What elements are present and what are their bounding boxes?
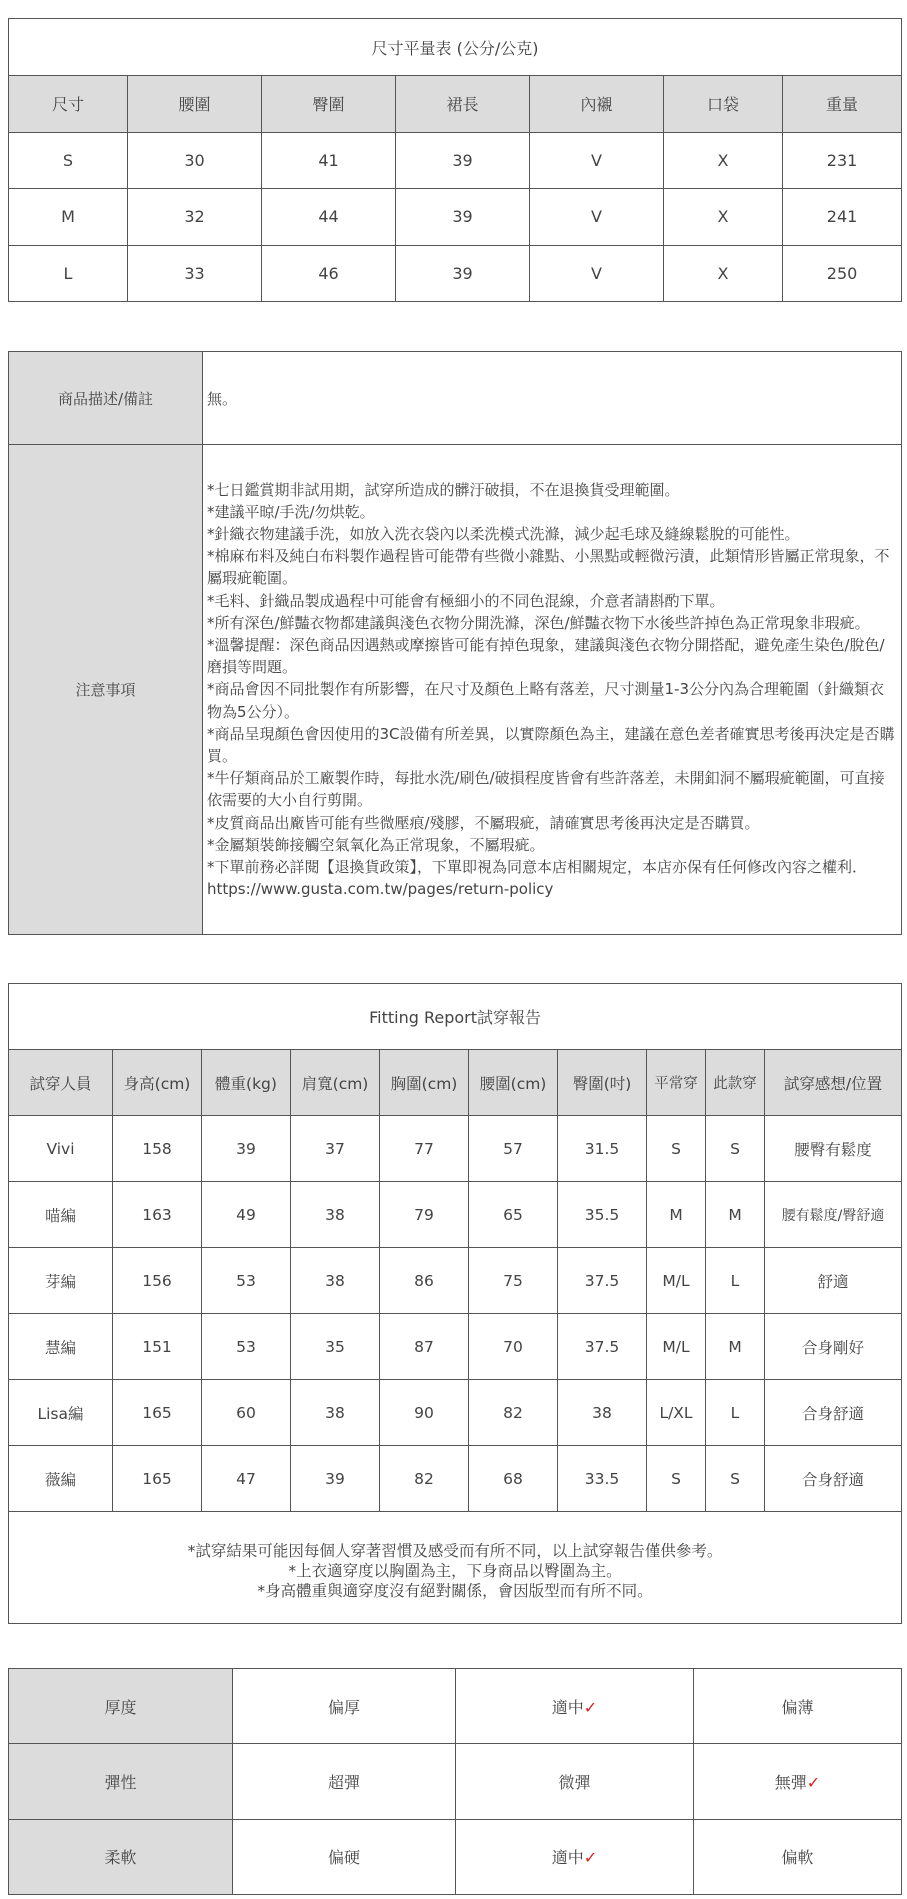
notes-line: *建議平晾/手洗/勿烘乾。: [207, 502, 375, 521]
table-cell: 165: [113, 1380, 202, 1446]
check-icon: ✓: [806, 1772, 821, 1792]
table-cell: 33.5: [558, 1446, 647, 1512]
table-cell: Vivi: [9, 1116, 113, 1182]
table-cell: 68: [469, 1446, 558, 1512]
fitting-footnote: *試穿結果可能因每個人穿著習慣及感受而有所不同，以上試穿報告僅供參考。: [187, 1541, 723, 1560]
table-cell: M: [9, 189, 128, 246]
texture-option: [694, 1669, 902, 1744]
option-text: 微彈: [558, 1772, 591, 1792]
option-text: 偏厚: [327, 1697, 360, 1717]
table-cell: 32: [128, 189, 262, 246]
table-cell: L: [706, 1380, 765, 1446]
table-header: 裙長: [396, 76, 530, 133]
option-text: 偏硬: [327, 1848, 360, 1868]
table-cell: 53: [202, 1248, 291, 1314]
size-table: [8, 18, 902, 302]
table-cell: L: [706, 1248, 765, 1314]
table-header: 此款穿: [706, 1050, 765, 1116]
table-header: 肩寬(cm): [291, 1050, 380, 1116]
notes-line: *溫馨提醒：深色商品因遇熱或摩擦皆可能有掉色現象，建議與淺色衣物分開搭配，避免產生染色/脫色/磨損等問題。: [207, 635, 885, 677]
table-cell: 90: [380, 1380, 469, 1446]
table-cell: V: [530, 189, 664, 246]
table-cell: 156: [113, 1248, 202, 1314]
table-header: 腰圍: [128, 76, 262, 133]
table-cell: M/L: [647, 1248, 706, 1314]
table-cell: 39: [291, 1446, 380, 1512]
notes-line: *皮質商品出廠皆可能有些微壓痕/殘膠，不屬瑕疵，請確實思考後再決定是否購買。: [207, 813, 760, 832]
table-row: [9, 1380, 902, 1446]
table-cell: M: [706, 1182, 765, 1248]
table-cell: Lisa編: [9, 1380, 113, 1446]
table-cell: 65: [469, 1182, 558, 1248]
table-cell: X: [664, 132, 783, 189]
table-cell: 57: [469, 1116, 558, 1182]
table-row: [9, 352, 902, 445]
table-cell: 39: [396, 245, 530, 302]
table-cell: 39: [396, 132, 530, 189]
table-cell: 37.5: [558, 1248, 647, 1314]
fitting-footnote: *身高體重與適穿度沒有絕對關係，會因版型而有所不同。: [257, 1581, 653, 1600]
table-cell: 舒適: [765, 1248, 902, 1314]
option-text: 適中: [551, 1697, 584, 1717]
table-header: 臀圍: [262, 76, 396, 133]
table-cell: 38: [558, 1380, 647, 1446]
table-cell: 231: [783, 132, 902, 189]
table-cell: 35: [291, 1314, 380, 1380]
table-cell: S: [9, 132, 128, 189]
table-header: 體重(kg): [202, 1050, 291, 1116]
texture-label: 彈性: [9, 1744, 233, 1819]
table-row: [9, 1314, 902, 1380]
table-cell: 75: [469, 1248, 558, 1314]
table-header: 腰圍(cm): [469, 1050, 558, 1116]
table-row: [9, 189, 902, 246]
option-text: 超彈: [327, 1772, 360, 1792]
notes-list: [203, 445, 902, 935]
table-cell: 163: [113, 1182, 202, 1248]
table-row: [9, 1182, 902, 1248]
table-cell: 87: [380, 1314, 469, 1380]
table-cell: 腰臀有鬆度: [765, 1116, 902, 1182]
option-text: 偏薄: [781, 1697, 814, 1717]
table-cell: 38: [291, 1380, 380, 1446]
table-cell: V: [530, 245, 664, 302]
table-cell: 151: [113, 1314, 202, 1380]
table-header: 尺寸: [9, 76, 128, 133]
table-header: 口袋: [664, 76, 783, 133]
table-row: [9, 1669, 902, 1744]
notes-line: *商品會因不同批製作有所影響，在尺寸及顏色上略有落差，尺寸測量1-3公分內為合理範圍（針織類衣物為5公分）。: [207, 680, 885, 721]
table-row: [9, 1248, 902, 1314]
table-cell: 30: [128, 132, 262, 189]
table-cell: M: [706, 1314, 765, 1380]
table-cell: M: [647, 1182, 706, 1248]
table-cell: 39: [396, 189, 530, 246]
size-table-header-row: [9, 76, 902, 133]
table-cell: 70: [469, 1314, 558, 1380]
table-cell: 46: [262, 245, 396, 302]
table-row: [9, 1446, 902, 1512]
check-icon: ✓: [583, 1848, 598, 1868]
table-header: 試穿人員: [9, 1050, 113, 1116]
notes-line: *所有深色/鮮豔衣物都建議與淺色衣物分開洗滌，深色/鮮豔衣物下水後些許掉色為正常現象非瑕疵。: [207, 613, 870, 632]
fitting-report-table: [8, 983, 902, 1624]
fitting-footnote: *上衣適穿度以胸圍為主，下身商品以臀圍為主。: [288, 1561, 622, 1580]
table-header: 臀圍(吋): [558, 1050, 647, 1116]
table-cell: 37.5: [558, 1314, 647, 1380]
table-cell: V: [530, 132, 664, 189]
table-cell: S: [706, 1116, 765, 1182]
description-value: 無。: [203, 352, 902, 445]
texture-label: 厚度: [9, 1669, 233, 1744]
table-cell: 82: [469, 1380, 558, 1446]
table-cell: 39: [202, 1116, 291, 1182]
table-cell: X: [664, 189, 783, 246]
table-cell: 合身剛好: [765, 1314, 902, 1380]
option-text: 無彈: [774, 1772, 807, 1792]
fitting-header-row: [9, 1050, 902, 1116]
table-cell: M/L: [647, 1314, 706, 1380]
description-table: [8, 351, 902, 935]
texture-label: 柔軟: [9, 1819, 233, 1894]
table-cell: 37: [291, 1116, 380, 1182]
table-cell: 41: [262, 132, 396, 189]
table-row: [9, 445, 902, 935]
table-cell: 79: [380, 1182, 469, 1248]
table-cell: X: [664, 245, 783, 302]
notes-line: *七日鑑賞期非試用期，試穿所造成的髒汙破損，不在退換貨受理範圍。: [207, 480, 680, 499]
table-cell: 77: [380, 1116, 469, 1182]
table-cell: 合身舒適: [765, 1446, 902, 1512]
table-cell: L: [9, 245, 128, 302]
table-row: [9, 1744, 902, 1819]
table-header: 身高(cm): [113, 1050, 202, 1116]
description-label: 商品描述/備註: [9, 352, 203, 445]
texture-option: [233, 1744, 456, 1819]
texture-option: [456, 1669, 694, 1744]
table-cell: 35.5: [558, 1182, 647, 1248]
notes-line: *牛仔類商品於工廠製作時，每批水洗/刷色/破損程度皆會有些許落差，未開釦洞不屬瑕疵範圍，可直接依需要的大小自行剪開。: [207, 769, 885, 810]
table-header: 重量: [783, 76, 902, 133]
table-cell: 腰有鬆度/臀舒適: [765, 1182, 902, 1248]
texture-option: [456, 1819, 694, 1894]
table-header: 試穿感想/位置: [765, 1050, 902, 1116]
table-row: [9, 1819, 902, 1894]
notes-line: *針織衣物建議手洗，如放入洗衣袋內以柔洗模式洗滌，減少起毛球及縫線鬆脫的可能性。: [207, 524, 800, 543]
size-table-title: 尺寸平量表 (公分/公克): [9, 19, 902, 76]
fitting-footnotes: [9, 1512, 902, 1624]
notes-line: *商品呈現顏色會因使用的3C設備有所差異，以實際顏色為主，建議在意色差者確實思考後再決定是否購買。: [207, 724, 895, 765]
table-cell: L/XL: [647, 1380, 706, 1446]
table-cell: 31.5: [558, 1116, 647, 1182]
texture-option: [694, 1819, 902, 1894]
table-cell: 薇編: [9, 1446, 113, 1512]
table-cell: 53: [202, 1314, 291, 1380]
table-cell: 44: [262, 189, 396, 246]
table-cell: 158: [113, 1116, 202, 1182]
texture-option: [456, 1744, 694, 1819]
table-cell: 86: [380, 1248, 469, 1314]
table-cell: 241: [783, 189, 902, 246]
table-cell: 喵編: [9, 1182, 113, 1248]
notes-line: *下單前務必詳閱【退換貨政策】，下單即視為同意本店相關規定，本店亦保有任何修改內容之權利．https://www.gusta.com.tw/pages/return-policy: [207, 858, 868, 899]
fitting-title: Fitting Report試穿報告: [9, 984, 902, 1050]
table-cell: 60: [202, 1380, 291, 1446]
texture-option: [233, 1669, 456, 1744]
table-cell: S: [647, 1116, 706, 1182]
option-text: 偏軟: [781, 1848, 814, 1868]
notes-line: *金屬類裝飾接觸空氣氧化為正常現象，不屬瑕疵。: [207, 835, 545, 854]
table-row: [9, 1116, 902, 1182]
table-cell: 33: [128, 245, 262, 302]
texture-option: [694, 1744, 902, 1819]
table-cell: 47: [202, 1446, 291, 1512]
texture-option: [233, 1819, 456, 1894]
table-cell: S: [647, 1446, 706, 1512]
notes-label: 注意事項: [9, 445, 203, 935]
table-header: 內襯: [530, 76, 664, 133]
check-icon: ✓: [583, 1697, 598, 1717]
table-cell: 250: [783, 245, 902, 302]
table-cell: 165: [113, 1446, 202, 1512]
table-header: 胸圍(cm): [380, 1050, 469, 1116]
table-cell: 38: [291, 1248, 380, 1314]
texture-table: [8, 1668, 902, 1895]
table-cell: 慧編: [9, 1314, 113, 1380]
table-cell: 合身舒適: [765, 1380, 902, 1446]
notes-line: *毛料、針織品製成過程中可能會有極細小的不同色混線，介意者請斟酌下單。: [207, 591, 725, 610]
notes-line: *棉麻布料及純白布料製作過程皆可能帶有些微小雜點、小黑點或輕微污漬，此類情形皆屬正常現象，不屬瑕疵範圍。: [207, 547, 890, 588]
table-header: 平常穿: [647, 1050, 706, 1116]
table-cell: 82: [380, 1446, 469, 1512]
table-cell: S: [706, 1446, 765, 1512]
table-row: [9, 245, 902, 302]
table-cell: 38: [291, 1182, 380, 1248]
table-cell: 49: [202, 1182, 291, 1248]
table-row: [9, 132, 902, 189]
table-cell: 芽編: [9, 1248, 113, 1314]
option-text: 適中: [551, 1848, 584, 1868]
